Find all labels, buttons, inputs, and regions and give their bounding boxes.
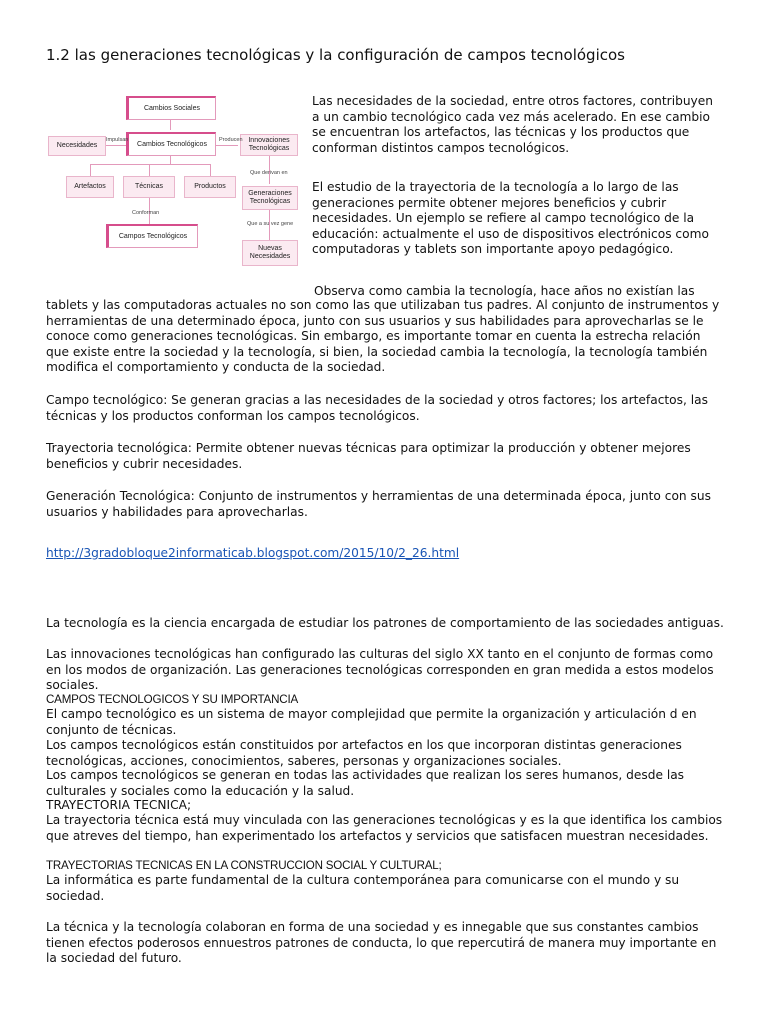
label-conforman: Conforman	[132, 210, 160, 216]
paragraph-b1: La tecnología es la ciencia encargada de estudiar los patrones de comportamiento de las sociedades antiguas.	[46, 616, 724, 630]
connector-line	[216, 145, 238, 146]
node-tecnicas: Técnicas	[123, 176, 175, 198]
paragraph-b3: El campo tecnológico es un sistema de mayor complejidad que permite la organización y articulación d en conjunto de técnicas.	[46, 707, 697, 737]
node-nuevas-necesidades: Nuevas Necesidades	[242, 240, 298, 266]
label-que-generan: Que a su vez gene	[247, 221, 294, 227]
node-productos: Productos	[184, 176, 236, 198]
paragraph-b6: La trayectoria técnica está muy vinculada con las generaciones tecnológicas y es la que identifica los cambios que atreves del tiempo, han experimentado los artefactos y servicios que satisfacen muestran necesidades.	[46, 813, 723, 843]
node-necesidades: Necesidades	[48, 136, 106, 156]
label-impulsan: Impulsan	[106, 137, 129, 143]
connector-line	[149, 164, 150, 176]
paragraph-b5: Los campos tecnológicos se generan en todas las actividades que realizan los seres humanos, desde las culturales y sociales como la educación y la salud.	[46, 768, 685, 798]
paragraph-campo: Campo tecnológico: Se generan gracias a las necesidades de la sociedad y otros factores; los artefactos, las técnicas y los productos conforman los campos tecnológicos.	[46, 393, 708, 423]
label-que-derivan: Que derivan en	[250, 170, 288, 176]
connector-line	[170, 156, 171, 164]
connector-line	[90, 164, 91, 176]
paragraph-intro: Las necesidades de la sociedad, entre otros factores, contribuyen a un cambio tecnológico cada vez más acelerado. En ese cambio se encuentran los artefactos, las técnicas y los productos que conforman distintos campos tecnológicos.	[312, 94, 713, 155]
node-artefactos: Artefactos	[66, 176, 114, 198]
node-campos: Campos Tecnológicos	[106, 224, 198, 248]
node-cambios-tecnologicos: Cambios Tecnológicos	[126, 132, 216, 156]
page-title: 1.2 las generaciones tecnológicas y la configuración de campos tecnológicos	[46, 46, 625, 64]
connector-line	[269, 154, 270, 184]
heading-campos: CAMPOS TECNOLOGICOS Y SU IMPORTANCIA	[46, 693, 298, 706]
heading-trayectoria: TRAYECTORIA TECNICA;	[46, 798, 192, 812]
node-generaciones: Generaciones Tecnológicas	[242, 186, 298, 210]
node-cambios-sociales: Cambios Sociales	[126, 96, 216, 120]
heading-trayectorias-tecnicas: TRAYECTORIAS TECNICAS EN LA CONSTRUCCION SOCIAL Y CULTURAL;	[46, 859, 442, 872]
paragraph-b4: Los campos tecnológicos están constituidos por artefactos en los que incorporan distintas generaciones tecnológicas, acciones, conocimientos, saberes, personas y organizaciones sociales.	[46, 738, 682, 768]
connector-line	[90, 164, 210, 165]
paragraph-observa-indent: Observa como cambia la tecnología, hace años no existían las	[314, 284, 695, 298]
connector-line	[210, 164, 211, 176]
paragraph-trajectory: El estudio de la trayectoria de la tecnología a lo largo de las generaciones permite obtener mejores beneficios y cubrir necesidades. Un ejemplo se refiere al campo tecnológico de la educación: actualmente el uso de dispositivos electrónicos como computadoras y tablets son importante apoyo pedagógico.	[312, 180, 709, 256]
paragraph-observa: tablets y las computadoras actuales no son como las que utilizaban tus padres. Al conjunto de instrumentos y herramientas de una determinado época, junto con sus usuarios y sus habilidades para aprovecharlas se le conoce como generaciones tecnológicas. Sin embargo, es importante tomar en cuenta la estrecha relación que existe entre la sociedad y la tecnología, si bien, la sociedad cambia la tecnología, la tecnología también modifica el comportamiento y conducta de la sociedad.	[46, 298, 720, 374]
connector-line	[170, 120, 171, 130]
concept-diagram	[44, 88, 300, 272]
paragraph-generacion: Generación Tecnológica: Conjunto de instrumentos y herramientas de una determinada época, junto con sus usuarios y habilidades para aprovecharlas.	[46, 489, 711, 519]
connector-line	[106, 145, 127, 146]
source-link[interactable]: http://3gradobloque2informaticab.blogspot.com/2015/10/2_26.html	[46, 546, 460, 560]
node-innovaciones: Innovaciones Tecnológicas	[240, 134, 298, 156]
paragraph-trayectoria: Trayectoria tecnológica: Permite obtener nuevas técnicas para optimizar la producción y obtener mejores beneficios y cubrir necesidades.	[46, 441, 691, 471]
paragraph-b8: La técnica y la tecnología colaboran en forma de una sociedad y es innegable que sus constantes cambios tienen efectos poderosos ennuestros patrones de conducta, lo que repercutirá de manera muy importante en la sociedad del futuro.	[46, 920, 717, 965]
paragraph-b7: La informática es parte fundamental de la cultura contemporánea para comunicarse con el mundo y su sociedad.	[46, 873, 680, 903]
paragraph-b2: Las innovaciones tecnológicas han configurado las culturas del siglo XX tanto en el conjunto de formas como en los modos de organización. Las generaciones tecnológicas corresponden en gran medida a estos modelos sociales.	[46, 647, 714, 692]
label-producen: Producen	[219, 137, 243, 143]
